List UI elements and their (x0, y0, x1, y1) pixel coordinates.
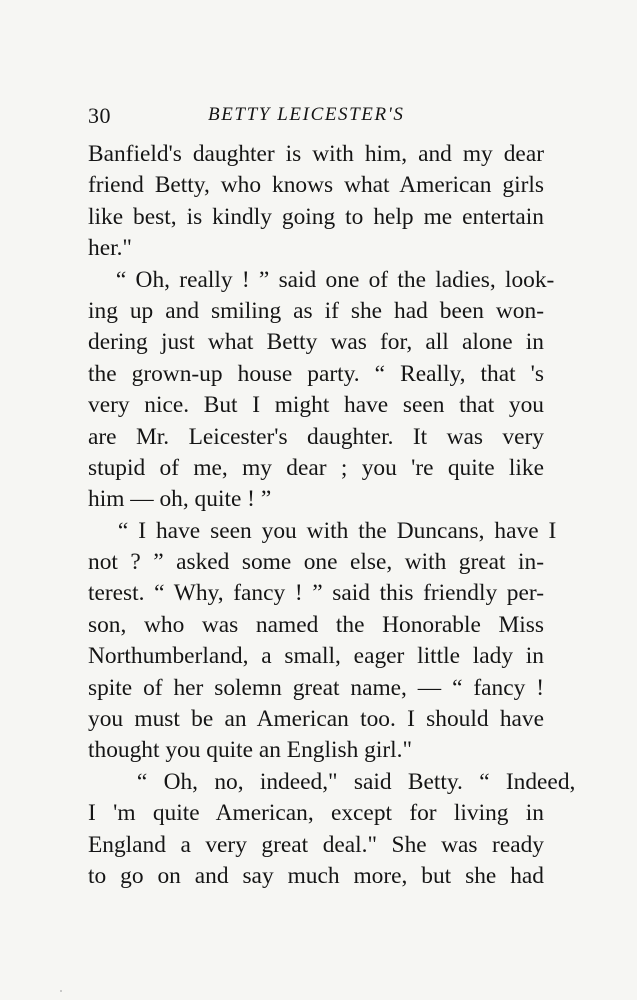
text-line: thought you quite an English girl." (88, 737, 412, 764)
text-line: him — oh, quite ! ” (88, 486, 272, 513)
text-line: I 'm quite American, except for living in (88, 800, 544, 827)
text-line: friend Betty, who knows what American girls (88, 172, 544, 199)
text-line: not ? ” asked some one else, with great in- (88, 549, 544, 576)
text-line: England a very great deal." She was ready (88, 831, 544, 858)
text-line: stupid of me, my dear ; you 're quite like (88, 454, 544, 481)
text-line: to go on and say much more, but she had (88, 862, 544, 889)
text-line: “ Oh, really ! ” said one of the ladies, look- (88, 266, 555, 293)
text-line: the grown-up house party. “ Really, that 's (88, 360, 544, 387)
text-line: like best, is kindly going to help me entertain (88, 203, 544, 230)
body-text (88, 139, 576, 892)
text-line: “ Oh, no, indeed," said Betty. “ Indeed, (88, 768, 576, 795)
text-line: terest. “ Why, fancy ! ” said this friendly per- (88, 580, 544, 607)
text-line: “ I have seen you with the Duncans, have I (88, 517, 557, 544)
page-header (88, 103, 544, 133)
text-line: very nice. But I might have seen that you (88, 392, 544, 419)
text-line: ing up and smiling as if she had been won- (88, 297, 544, 324)
running-head: BETTY LEICESTER'S (208, 104, 405, 125)
text-line: spite of her solemn great name, — “ fancy ! (88, 674, 544, 701)
text-line: Banfield's daughter is with him, and my dear (88, 141, 544, 167)
text-line: her." (88, 235, 132, 262)
text-line: are Mr. Leicester's daughter. It was very (88, 423, 544, 450)
page-number: 30 (88, 103, 111, 128)
text-line: you must be an American too. I should have (88, 706, 544, 733)
text-line: dering just what Betty was for, all alone in (88, 329, 544, 356)
text-line: Northumberland, a small, eager little lady in (88, 643, 544, 670)
paper-speck (60, 990, 62, 992)
text-line: son, who was named the Honorable Miss (88, 611, 544, 638)
